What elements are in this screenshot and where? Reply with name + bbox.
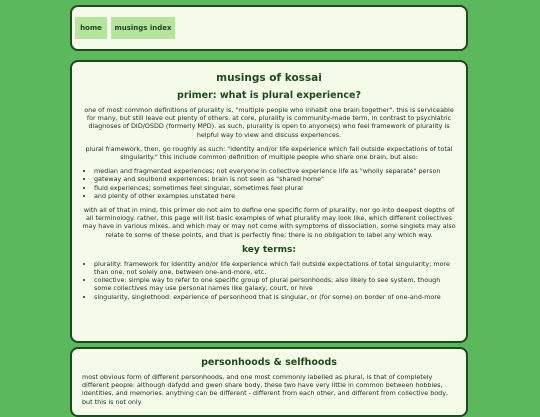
personhoods-panel xyxy=(70,347,468,417)
nav-panel xyxy=(70,5,468,51)
primer-heading: primer: what is plural experience? xyxy=(177,90,361,101)
main-content-panel xyxy=(70,60,468,343)
nav-musings-index-button[interactable]: musings index xyxy=(111,17,175,39)
term-item: • singularity, singlethood: experience of personhood that is singular, or (for some) on border of one-and-more xyxy=(94,293,456,301)
term-item: • plurality: framework for identity and/or life experience which fall outside expectations of total singularity; more than one, not solely one, between one-and-more, etc. xyxy=(94,260,456,276)
key-terms-heading: key terms: xyxy=(241,244,297,255)
term-item: • collective: simple way to refer to one specific group of plural personhoods; also likely to see system, though some collectives may use personal names like galaxy, court, or hive xyxy=(94,276,456,292)
primer-paragraph-1: one of most common definitions of plurality is, "multiple people who inhabit one brain together". this is serviceable for many, but still leave out plenty of others. at core, plurality is community-made term, in contrast to psychiatric diagnoses of DID/OSDD (formerly MPD). as such, plurality is open to anyone(s) who feel framework of plurality is helpful way to view and discuss experiences. xyxy=(84,106,454,139)
experience-list xyxy=(82,167,456,200)
primer-paragraph-3: with all of that in mind, this primer do not aim to define one specific form of plurality, nor go into deepest depths of all terminology. rather, this page will list basic examples of what plurality may look like, which different collectives may have in various mixes, and which may or may not come with symptoms of dissociation. some singlets may also relate to some of these points, and that is perfectly fine; there is no obligation to label any which way. xyxy=(82,206,456,239)
list-item: • median and fragmented experiences; not everyone in collective experience life as "wholly separate" person xyxy=(94,167,456,175)
primer-paragraph-2: plural framework, then, go roughly as such: "identity and/or life experience which fall outside expectations of total singularity." this include common definition of multiple people who share one brain, but also: xyxy=(85,144,453,162)
nav-home-button[interactable]: home xyxy=(75,17,107,39)
site-title: musings of kossai xyxy=(216,72,322,84)
key-terms-list xyxy=(82,260,456,301)
personhoods-paragraph: most obvious form of different personhoods, and one most commonly labelled as plural, is that of completely different people: although dafydd and gwen share body, these two have very little in common between hobbies, identities, and memories. anything can be different - different from each other, and different from collective body, but this is not only xyxy=(82,373,449,406)
list-item: • and plenty of other examples unstated here xyxy=(94,192,456,200)
list-item: • gateway and soulbond experiences; brain is not seen as "shared home" xyxy=(94,175,456,183)
personhoods-heading: personhoods & selfhoods xyxy=(201,357,337,368)
list-item: • fluid experiences; sometimes feel singular, sometimes feel plural xyxy=(94,184,456,192)
